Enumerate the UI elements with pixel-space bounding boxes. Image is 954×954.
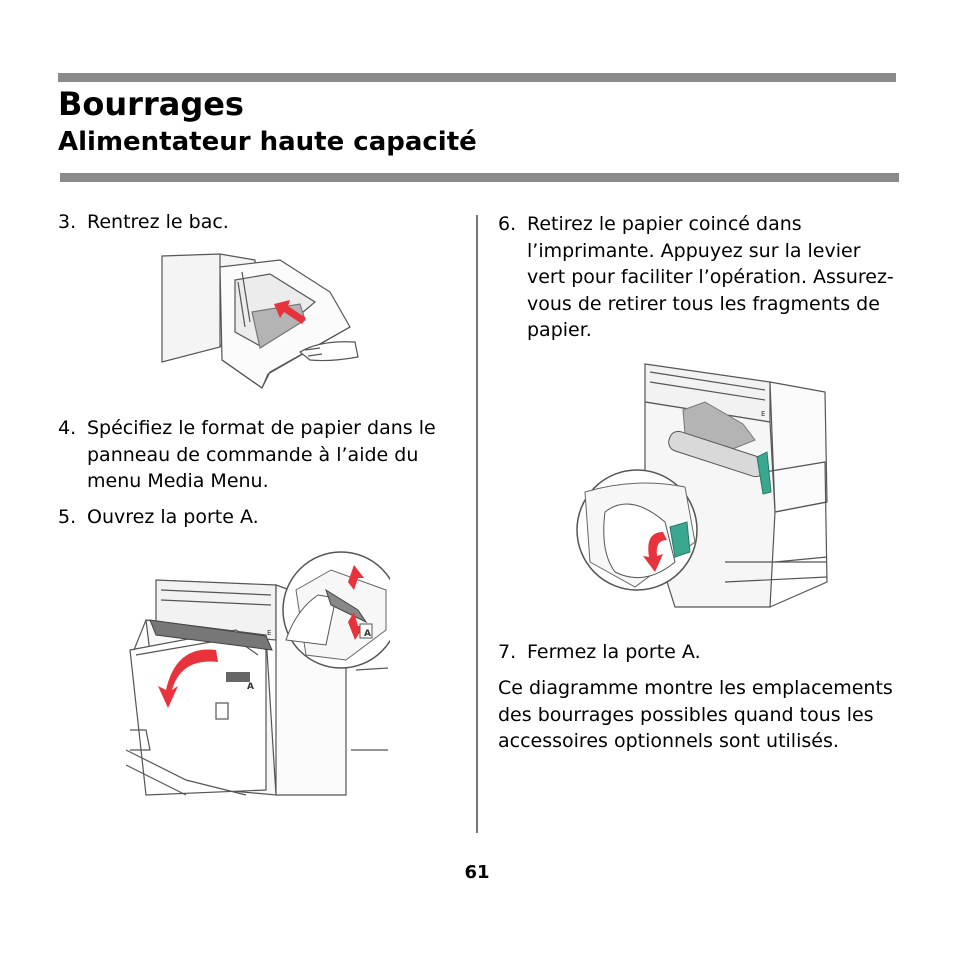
door-label-a-zoom: A bbox=[364, 629, 371, 639]
page-number: 61 bbox=[464, 862, 490, 883]
step-6 bbox=[498, 211, 900, 344]
page-subtitle: Alimentateur haute capacité bbox=[58, 127, 477, 157]
note-paragraph: Ce diagramme montre les emplacements des bourrages possibles quand tous les accessoires optionnels sont utilisés. bbox=[498, 677, 893, 752]
step-number: 5. bbox=[58, 506, 77, 528]
illustration-remove-paper bbox=[575, 362, 831, 612]
illustration-open-door-a bbox=[126, 550, 390, 800]
step-text: Spécifiez le format de papier dans le panneau de commande à l’aide du menu Media Menu. bbox=[87, 417, 436, 492]
step-text: Ouvrez la porte A. bbox=[87, 506, 259, 528]
step-number: 3. bbox=[58, 211, 77, 233]
step-5 bbox=[58, 504, 458, 531]
step-text: Retirez le papier coincé dans l’imprimante. Appuyez sur la levier vert pour faciliter l’opération. Assurez-vous de retirer tous les fragments de papier. bbox=[527, 213, 894, 341]
illustration-close-tray bbox=[160, 252, 360, 392]
step-text: Rentrez le bac. bbox=[87, 211, 229, 233]
door-label-e: E bbox=[267, 629, 272, 637]
header-rule-bottom bbox=[60, 173, 899, 182]
door-label-e: E bbox=[761, 410, 766, 418]
step-7 bbox=[498, 639, 900, 666]
step-number: 7. bbox=[498, 641, 517, 663]
header-rule-top bbox=[58, 73, 896, 82]
page-title: Bourrages bbox=[58, 85, 244, 123]
column-divider bbox=[476, 215, 478, 833]
step-text: Fermez la porte A. bbox=[527, 641, 701, 663]
door-label-a: A bbox=[247, 682, 254, 692]
step-4 bbox=[58, 415, 458, 495]
step-number: 6. bbox=[498, 213, 517, 235]
step-3 bbox=[58, 209, 458, 236]
step-number: 4. bbox=[58, 417, 77, 439]
